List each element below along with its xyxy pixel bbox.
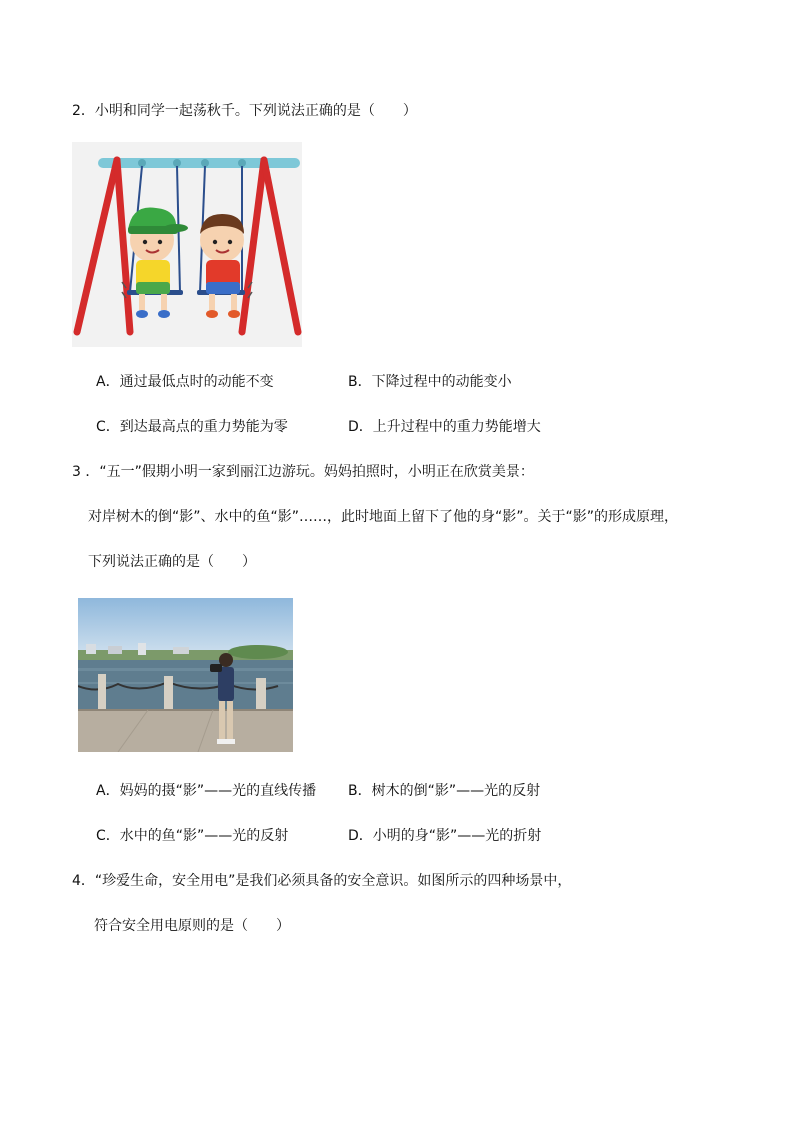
question-3-option-d: D．小明的身“影”——光的折射: [348, 828, 542, 844]
question-3-stem-line-3: 下列说法正确的是（ ）: [88, 554, 256, 570]
question-2-option-b: B．下降过程中的动能变小: [348, 374, 512, 390]
question-4-stem-line-1: 4．“珍爱生命，安全用电”是我们必须具备的安全意识。如图所示的四种场景中，: [72, 873, 572, 889]
riverside-photo: [78, 598, 293, 752]
question-2-stem: 2．小明和同学一起荡秋千。下列说法正确的是（ ）: [72, 103, 417, 119]
question-2-option-a: A．通过最低点时的动能不变: [96, 374, 274, 390]
riverside-photo-illustration: [78, 598, 293, 752]
question-3-option-b: B．树木的倒“影”——光的反射: [348, 783, 541, 799]
question-2-option-c: C．到达最高点的重力势能为零: [96, 419, 288, 435]
question-3-stem-line-1: 3 ．“五一”假期小明一家到丽江边游玩。妈妈拍照时，小明正在欣赏美景：: [72, 464, 534, 480]
question-3-option-a: A．妈妈的摄“影”——光的直线传播: [96, 783, 317, 799]
swing-illustration: [72, 142, 302, 347]
question-3-option-c: C．水中的鱼“影”——光的反射: [96, 828, 289, 844]
question-4-stem-line-2: 符合安全用电原则的是（ ）: [94, 918, 290, 934]
swing-figure: [72, 142, 302, 347]
question-2-option-d: D．上升过程中的重力势能增大: [348, 419, 541, 435]
question-3-stem-line-2: 对岸树木的倒“影”、水中的鱼“影”……，此时地面上留下了他的身“影”。关于“影”的形成原理，: [88, 509, 679, 525]
